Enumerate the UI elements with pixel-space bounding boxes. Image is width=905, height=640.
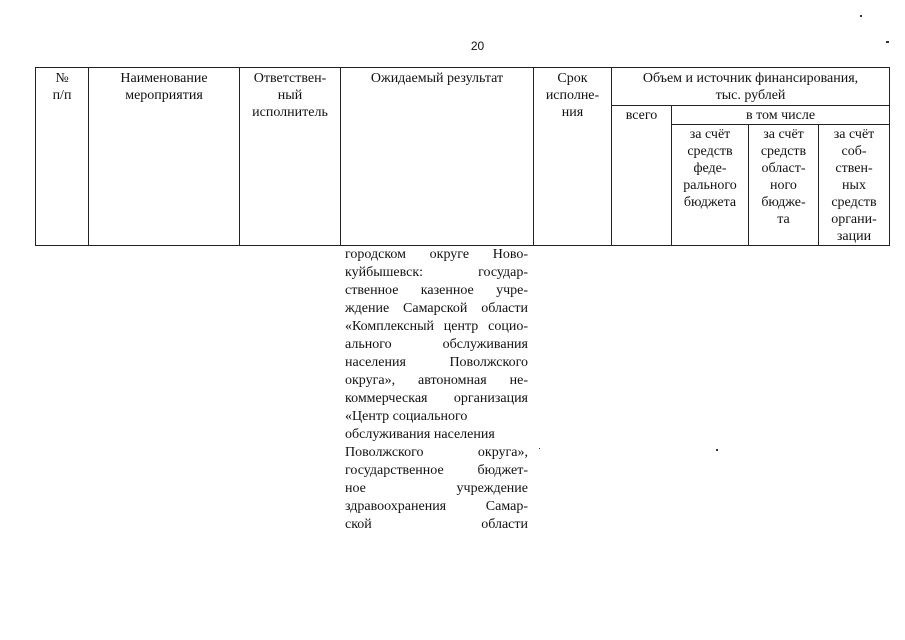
text-line: государственное бюджет- [345,463,528,478]
scan-speck [860,15,862,17]
text-line: Поволжского округа», [345,445,528,460]
text-line: куйбышевск: государ- [345,265,528,280]
text-line: населения Поволжского [345,355,528,370]
header-name: Наименование мероприятия [120,71,208,103]
text-line: ственное казенное учре- [345,283,528,298]
scan-speck [539,448,540,449]
text-line: здравоохранения Самар- [345,499,528,514]
scan-speck [886,41,889,43]
text-line: городском округе Ново- [345,247,528,262]
header-term: Срок исполне- ния [545,71,600,120]
table-header [35,67,890,246]
text-line: «Комплексный центр социо- [345,319,528,334]
header-funding: Объем и источник финансирования, тыс. рублей [642,71,859,103]
expected-result-continuation [345,246,528,534]
text-line: ное учреждение [345,481,528,496]
funding-subheader-rule [611,105,890,106]
text-line: ской области [345,517,528,532]
text-line: коммерческая организация [345,391,528,406]
header-own-funds: за счёт соб- ствен- ных средств органи- зации [831,127,877,244]
text-line: ального обслуживания [345,337,528,352]
text-line: «Центр социального [345,409,468,424]
header-federal-budget: за счёт средств феде- рального бюджета [683,127,737,210]
text-line: ждение Самарской области [345,301,528,316]
col-divider [340,67,341,246]
text-line: обслуживания населения [345,427,495,442]
table-top-border [35,67,890,68]
header-total: всего [625,108,658,123]
text-line: округа», автономная не- [345,373,528,388]
including-subheader-rule [671,124,890,125]
col-divider [889,67,890,246]
header-regional-budget: за счёт средств област- ного бюдже- та [760,127,807,227]
page-number: 20 [470,39,485,53]
header-expected-result: Ожидаемый результат [370,71,504,86]
header-responsible: Ответствен- ный исполнитель [252,71,328,120]
header-including: в том числе [745,108,816,123]
scan-speck [716,449,718,451]
header-number: № п/п [52,71,72,103]
